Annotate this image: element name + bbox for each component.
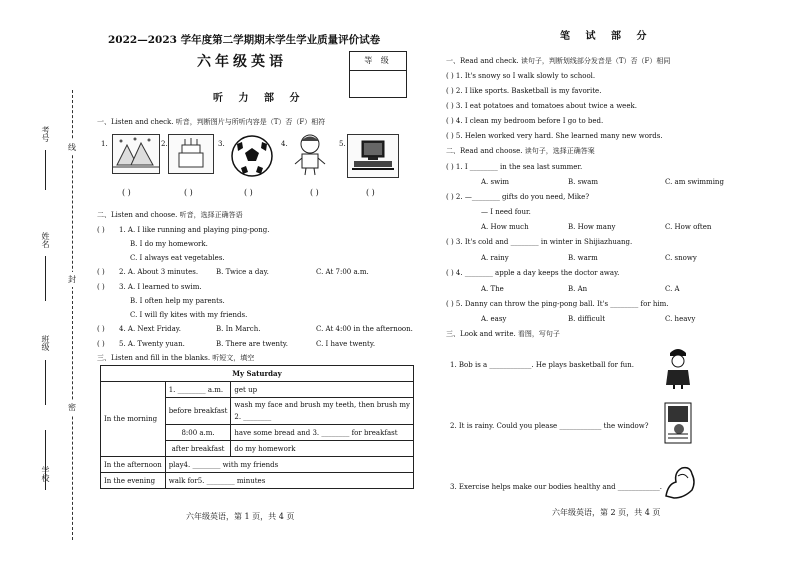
part1-heading: 一、Listen and check. 听音，判断图片与所听内容是（T）否（F）相符 bbox=[97, 118, 326, 126]
grade-box bbox=[349, 51, 407, 98]
pic-2-answer-blank[interactable]: ( ) bbox=[184, 188, 193, 197]
seal-char-close: 密 bbox=[68, 400, 76, 415]
l-q2-option-b: B. Twice a day. bbox=[216, 268, 269, 276]
r-q5-option-a: A. easy bbox=[481, 315, 507, 323]
after-breakfast: after breakfast bbox=[165, 441, 231, 457]
my-saturday-table bbox=[100, 365, 414, 489]
l-q5-option-b: B. There are twenty. bbox=[216, 340, 289, 348]
class-label: 班级 bbox=[41, 335, 50, 351]
r-q1-stem[interactable]: ( ) 1. I ________ in the sea last summer. bbox=[446, 163, 583, 171]
name-line[interactable] bbox=[45, 256, 46, 301]
police-officer-icon bbox=[663, 345, 693, 389]
l-q3-option-a: 3. A. I learned to swim. bbox=[119, 283, 202, 291]
seal-char-seal: 封 bbox=[68, 272, 76, 287]
closing-window-icon bbox=[664, 402, 692, 444]
l-q5-option-c: C. I have twenty. bbox=[316, 340, 376, 348]
activity-blank-5[interactable]: walk for5. ________ minutes bbox=[165, 473, 413, 489]
pic-number: 2. bbox=[161, 140, 168, 148]
r-write-2[interactable]: 2. It is rainy. Could you please ____________ the window? bbox=[450, 422, 649, 430]
activity-blank-2[interactable]: 2. ________ bbox=[234, 413, 272, 421]
table-title: My Saturday bbox=[101, 366, 414, 382]
pic-number: 3. bbox=[218, 140, 225, 148]
r-part2-heading: 二、Read and choose. 读句子，选择正确答案 bbox=[446, 147, 595, 155]
school-label: 学校 bbox=[41, 466, 50, 482]
r-q4-stem[interactable]: ( ) 4. ________ apple a day keeps the doctor away. bbox=[446, 269, 620, 277]
exam-no-line[interactable] bbox=[45, 150, 46, 190]
l-q1-option-c: C. I always eat vegetables. bbox=[130, 254, 225, 262]
pic-number: 5. bbox=[339, 140, 346, 148]
r-q3-option-a: A. rainy bbox=[481, 254, 509, 262]
r-q5-option-b: B. difficult bbox=[568, 315, 606, 323]
pic-3-answer-blank[interactable]: ( ) bbox=[244, 188, 253, 197]
r-q4-option-a: A. The bbox=[481, 285, 504, 293]
football-icon bbox=[229, 134, 275, 178]
name-label: 姓名 bbox=[41, 232, 50, 248]
pic-5-answer-blank[interactable]: ( ) bbox=[366, 188, 375, 197]
birthday-cake-icon bbox=[168, 134, 214, 174]
activity-wash-text: wash my face and brush my teeth, then brush my bbox=[234, 401, 410, 409]
r-q2-option-c: C. How often bbox=[665, 223, 712, 231]
r-q4-option-b: B. An bbox=[568, 285, 588, 293]
l-q1-option-a: 1. A. I like running and playing ping-pong. bbox=[119, 226, 270, 234]
l-q2-option-a: 2. A. About 3 minutes. bbox=[119, 268, 199, 276]
table-row bbox=[101, 382, 414, 398]
listening-section-title: 听 力 部 分 bbox=[213, 93, 306, 104]
activity-wash bbox=[231, 398, 414, 425]
page-2-footer: 六年级英语，第 2 页，共 4 页 bbox=[552, 508, 661, 517]
activity-blank-4[interactable]: play4. ________ with my friends bbox=[165, 457, 413, 473]
l-q1-option-b: B. I do my homework. bbox=[130, 240, 208, 248]
r-q3-option-c: C. snowy bbox=[665, 254, 697, 262]
part2-heading: 二、Listen and choose. 听音，选择正确答语 bbox=[97, 211, 243, 219]
r-q3-option-b: B. warm bbox=[568, 254, 598, 262]
l-q5-paren[interactable]: ( ) bbox=[97, 340, 105, 348]
subject-title: 六年级英语 bbox=[197, 54, 287, 70]
table-row bbox=[101, 457, 414, 473]
l-q1-paren[interactable]: ( ) bbox=[97, 226, 105, 234]
l-q2-paren[interactable]: ( ) bbox=[97, 268, 105, 276]
r-p1-item-1[interactable]: ( ) 1. It's snowy so I walk slowly to school. bbox=[446, 72, 596, 80]
time-8am: 8:00 a.m. bbox=[165, 425, 231, 441]
l-q3-option-c: C. I will fly kites with my friends. bbox=[130, 311, 248, 319]
exam-title: 2022—2023 学年度第二学期期末学生学业质量评价试卷 bbox=[108, 34, 381, 46]
r-q1-option-c: C. am swimming bbox=[665, 178, 724, 186]
class-line[interactable] bbox=[45, 360, 46, 405]
l-q4-paren[interactable]: ( ) bbox=[97, 325, 105, 333]
r-part1-heading: 一、Read and check. 读句子，判断划线部分发音是（T）否（F）相同 bbox=[446, 57, 671, 65]
activity-get-up: get up bbox=[231, 382, 414, 398]
l-q4-option-a: 4. A. Next Friday. bbox=[119, 325, 182, 333]
r-p1-item-4[interactable]: ( ) 4. I clean my bedroom before I go to bed. bbox=[446, 117, 604, 125]
r-write-3[interactable]: 3. Exercise helps make our bodies healthy and ____________. bbox=[450, 483, 663, 491]
r-q2-option-b: B. How many bbox=[568, 223, 616, 231]
l-q3-option-b: B. I often help my parents. bbox=[130, 297, 225, 305]
r-p1-item-5[interactable]: ( ) 5. Helen worked very hard. She learned many new words. bbox=[446, 132, 663, 140]
page-1-footer: 六年级英语，第 1 页，共 4 页 bbox=[186, 512, 295, 521]
r-q1-option-a: A. swim bbox=[481, 178, 509, 186]
seal-char-line: 线 bbox=[68, 140, 76, 155]
r-q2-stem[interactable]: ( ) 2. —________ gifts do you need, Mike? bbox=[446, 193, 590, 201]
exam-no-label: 考号 bbox=[41, 126, 50, 142]
r-p1-item-3[interactable]: ( ) 3. I eat potatoes and tomatoes about twice a week. bbox=[446, 102, 637, 110]
r-write-1[interactable]: 1. Bob is a ____________. He plays basketball for fun. bbox=[450, 361, 635, 369]
table-row bbox=[101, 366, 414, 382]
pic-4-answer-blank[interactable]: ( ) bbox=[310, 188, 319, 197]
r-q3-stem[interactable]: ( ) 3. It's cold and ________ in winter in Shijiazhuang. bbox=[446, 238, 633, 246]
l-q4-option-c: C. At 4:00 in the afternoon. bbox=[316, 325, 413, 333]
r-q5-option-c: C. heavy bbox=[665, 315, 696, 323]
seal-dashed-line bbox=[72, 90, 73, 540]
part3-heading: 三、Listen and fill in the blanks. 听短文，填空 bbox=[97, 354, 255, 362]
pic-1-answer-blank[interactable]: ( ) bbox=[122, 188, 131, 197]
table-row bbox=[101, 473, 414, 489]
school-line[interactable] bbox=[45, 430, 46, 490]
time-blank-1[interactable]: 1. ________ a.m. bbox=[165, 382, 231, 398]
before-breakfast: before breakfast bbox=[165, 398, 231, 425]
snow-scene-icon bbox=[112, 134, 160, 174]
activity-breakfast-blank-3[interactable]: have some bread and 3. ________ for breakfast bbox=[231, 425, 414, 441]
r-q5-stem[interactable]: ( ) 5. Danny can throw the ping-pong ball. It's ________ for him. bbox=[446, 300, 669, 308]
activity-homework: do my homework bbox=[231, 441, 414, 457]
r-q4-option-c: C. A bbox=[665, 285, 680, 293]
morning-label: In the morning bbox=[101, 382, 166, 457]
written-section-title: 笔 试 部 分 bbox=[560, 31, 653, 42]
strong-arm-icon bbox=[662, 462, 702, 502]
evening-label: In the evening bbox=[101, 473, 166, 489]
r-q2-option-a: A. How much bbox=[481, 223, 529, 231]
computer-desk-icon bbox=[347, 134, 399, 178]
afternoon-label: In the afternoon bbox=[101, 457, 166, 473]
r-q1-option-b: B. swam bbox=[568, 178, 598, 186]
pic-number: 1. bbox=[101, 140, 108, 148]
grade-label: 等 级 bbox=[350, 52, 406, 71]
l-q3-paren[interactable]: ( ) bbox=[97, 283, 105, 291]
l-q4-option-b: B. In March. bbox=[216, 325, 261, 333]
boy-icon bbox=[292, 132, 328, 176]
l-q2-option-c: C. At 7:00 a.m. bbox=[316, 268, 369, 276]
l-q5-option-a: 5. A. Twenty yuan. bbox=[119, 340, 185, 348]
r-p1-item-2[interactable]: ( ) 2. I like sports. Basketball is my favorite. bbox=[446, 87, 602, 95]
pic-number: 4. bbox=[281, 140, 288, 148]
r-part3-heading: 三、Look and write. 看图，写句子 bbox=[446, 330, 560, 338]
r-q2-reply: — I need four. bbox=[481, 208, 531, 216]
